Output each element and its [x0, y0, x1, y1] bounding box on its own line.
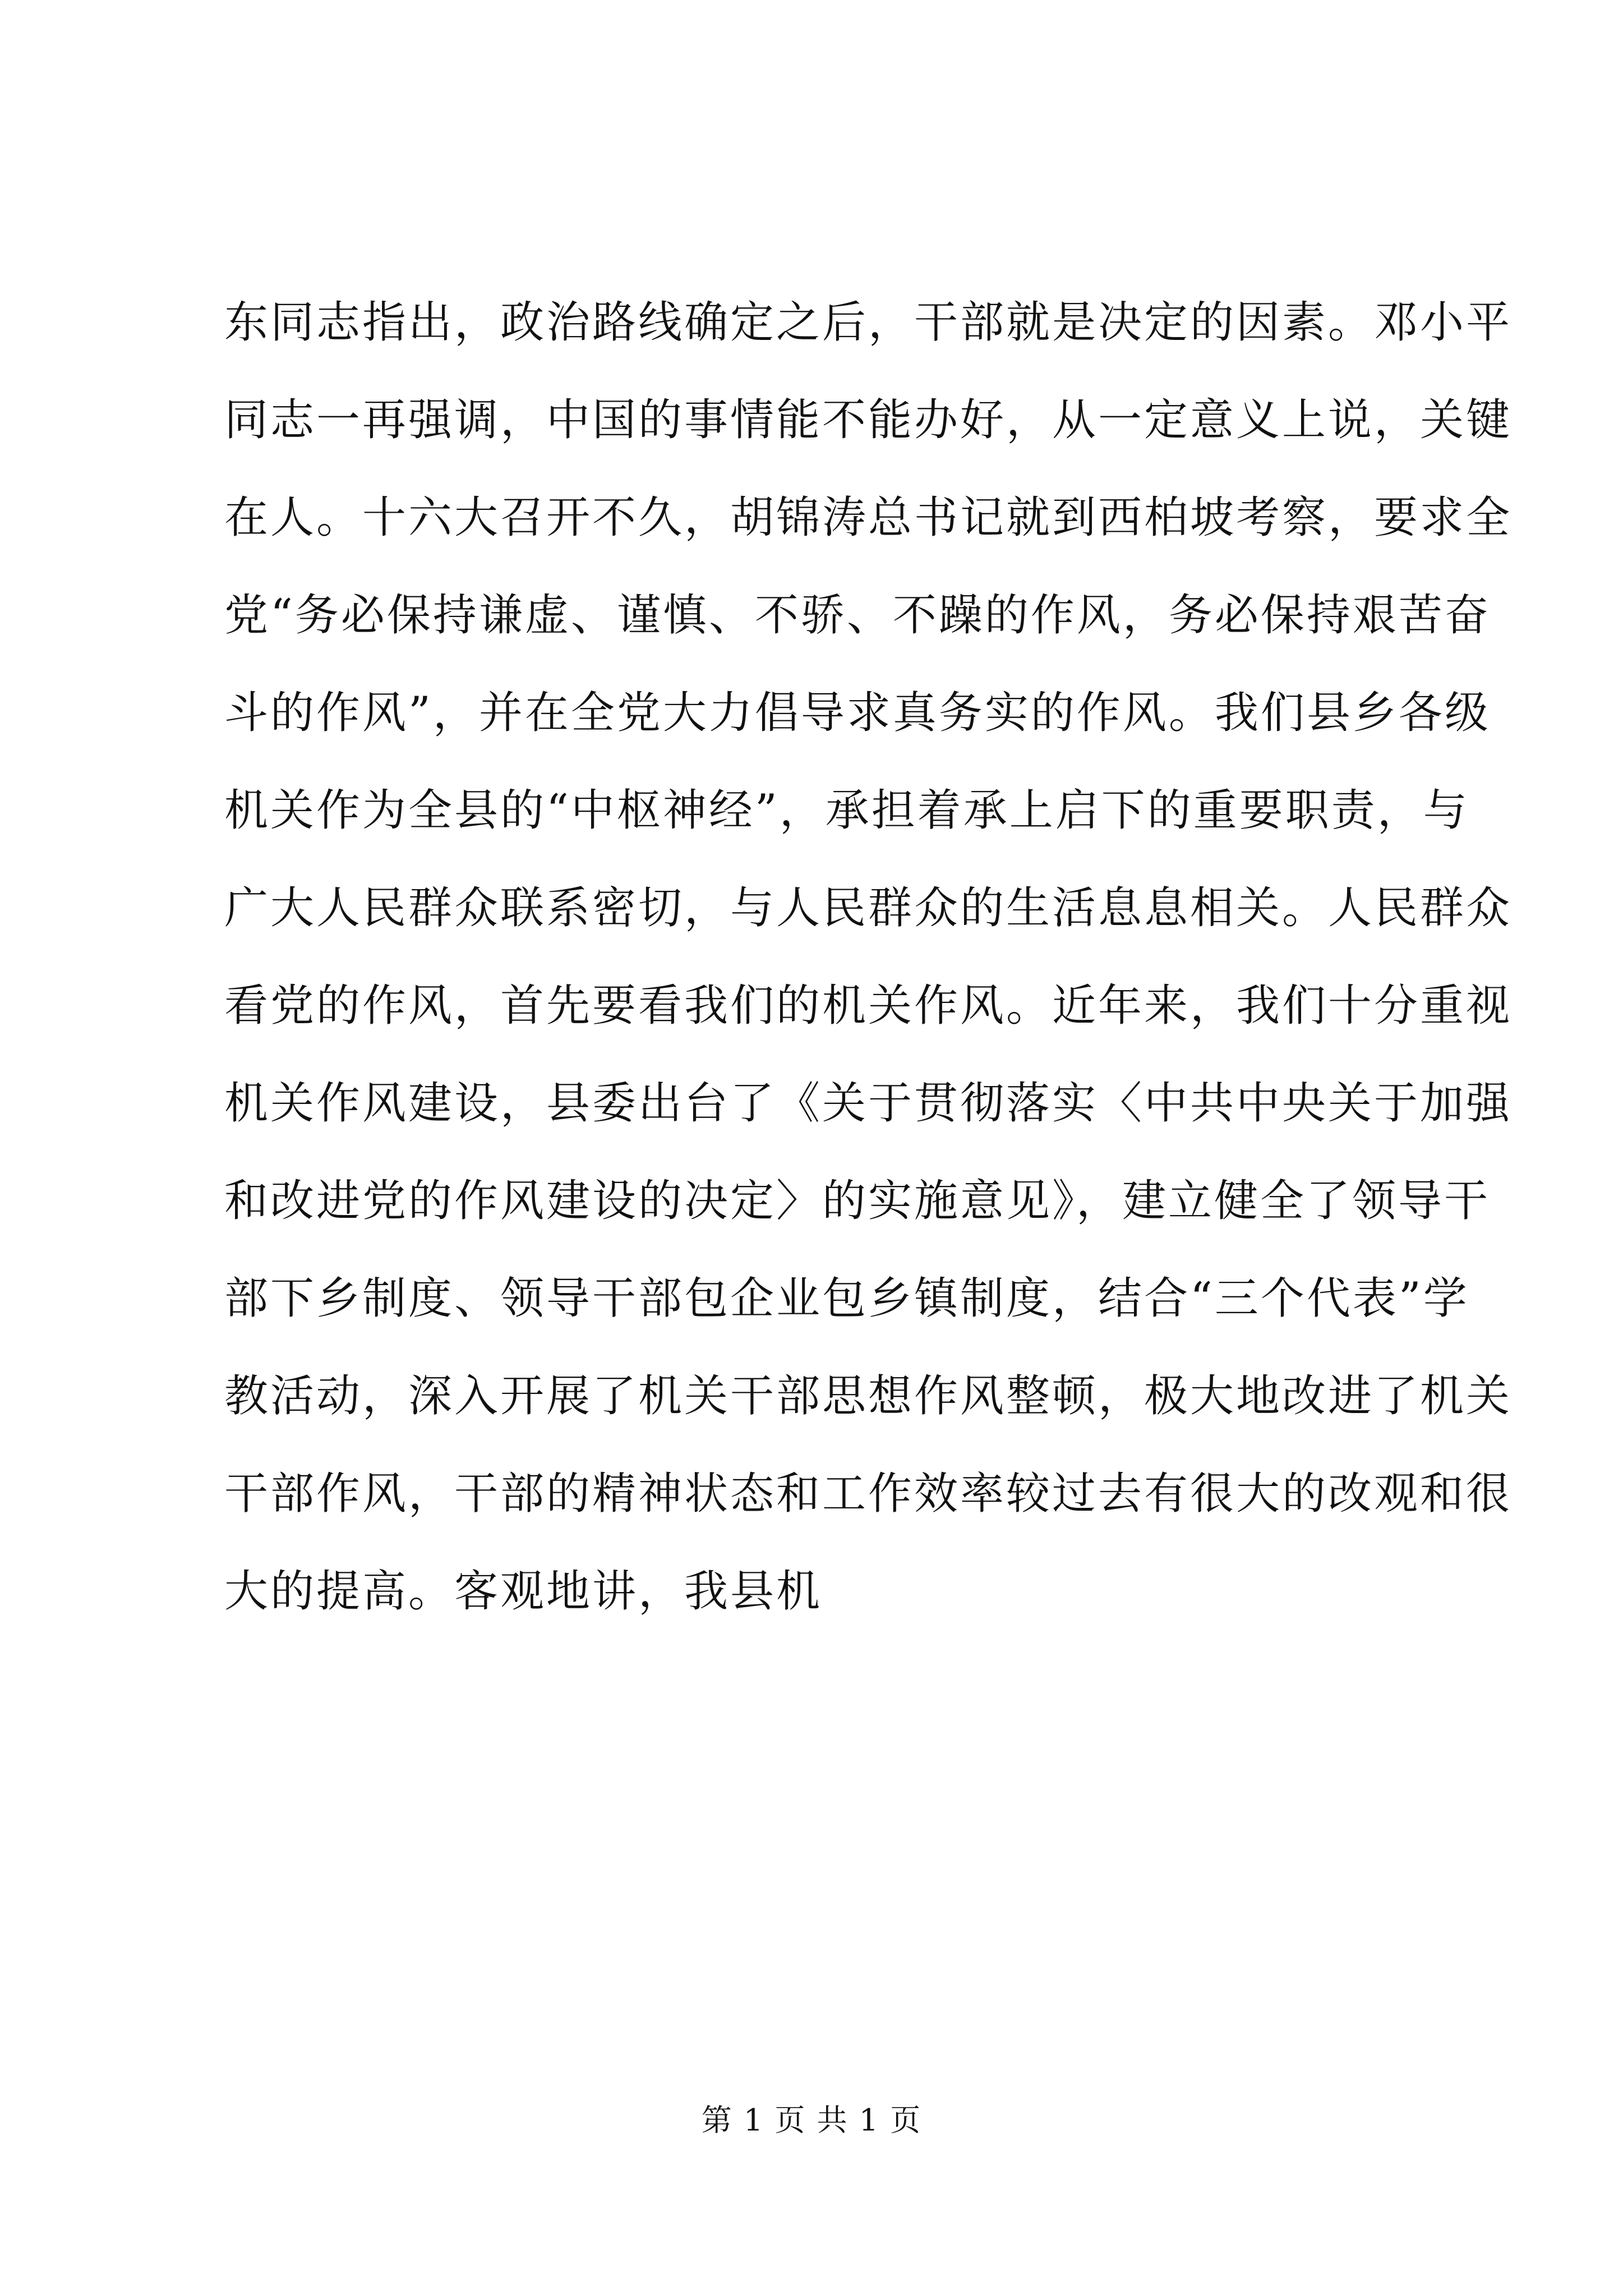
text-line: 机关作为全县的“中枢神经”，承担着承上启下的重要职责，与 [224, 785, 1469, 836]
text-line: 广大人民群众联系密切，与人民群众的生活息息相关。人民群众 [224, 883, 1513, 933]
text-line: 干部作风，干部的精神状态和工作效率较过去有很大的改观和很 [224, 1469, 1513, 1519]
text-line: 部下乡制度、领导干部包企业包乡镇制度，结合“三个代表”学 [224, 1273, 1469, 1324]
text-line: 同志一再强调，中国的事情能不能办好，从一定意义上说，关键 [224, 395, 1513, 445]
text-line: 看党的作风，首先要看我们的机关作风。近年来，我们十分重视 [224, 981, 1513, 1031]
text-line: 大的提高。客观地讲，我县机 [224, 1566, 823, 1617]
text-line: 在人。十六大召开不久，胡锦涛总书记就到西柏坡考察，要求全 [224, 493, 1513, 543]
text-line: 和改进党的作风建设的决定〉的实施意见》，建立健全了领导干 [224, 1176, 1491, 1226]
text-line: 教活动，深入开展了机关干部思想作风整顿，极大地改进了机关 [224, 1371, 1513, 1421]
text-line: 斗的作风”，并在全党大力倡导求真务实的作风。我们县乡各级 [224, 688, 1491, 738]
body-paragraph [224, 274, 1513, 1640]
text-line: 党“务必保持谦虚、谨慎、不骄、不躁的作风，务必保持艰苦奋 [224, 590, 1491, 641]
text-line: 机关作风建设，县委出台了《关于贯彻落实〈中共中央关于加强 [224, 1078, 1513, 1129]
text-line: 东同志指出，政治路线确定之后，干部就是决定的因素。邓小平 [224, 297, 1513, 348]
page-number-footer: 第 1 页 共 1 页 [701, 2102, 922, 2138]
